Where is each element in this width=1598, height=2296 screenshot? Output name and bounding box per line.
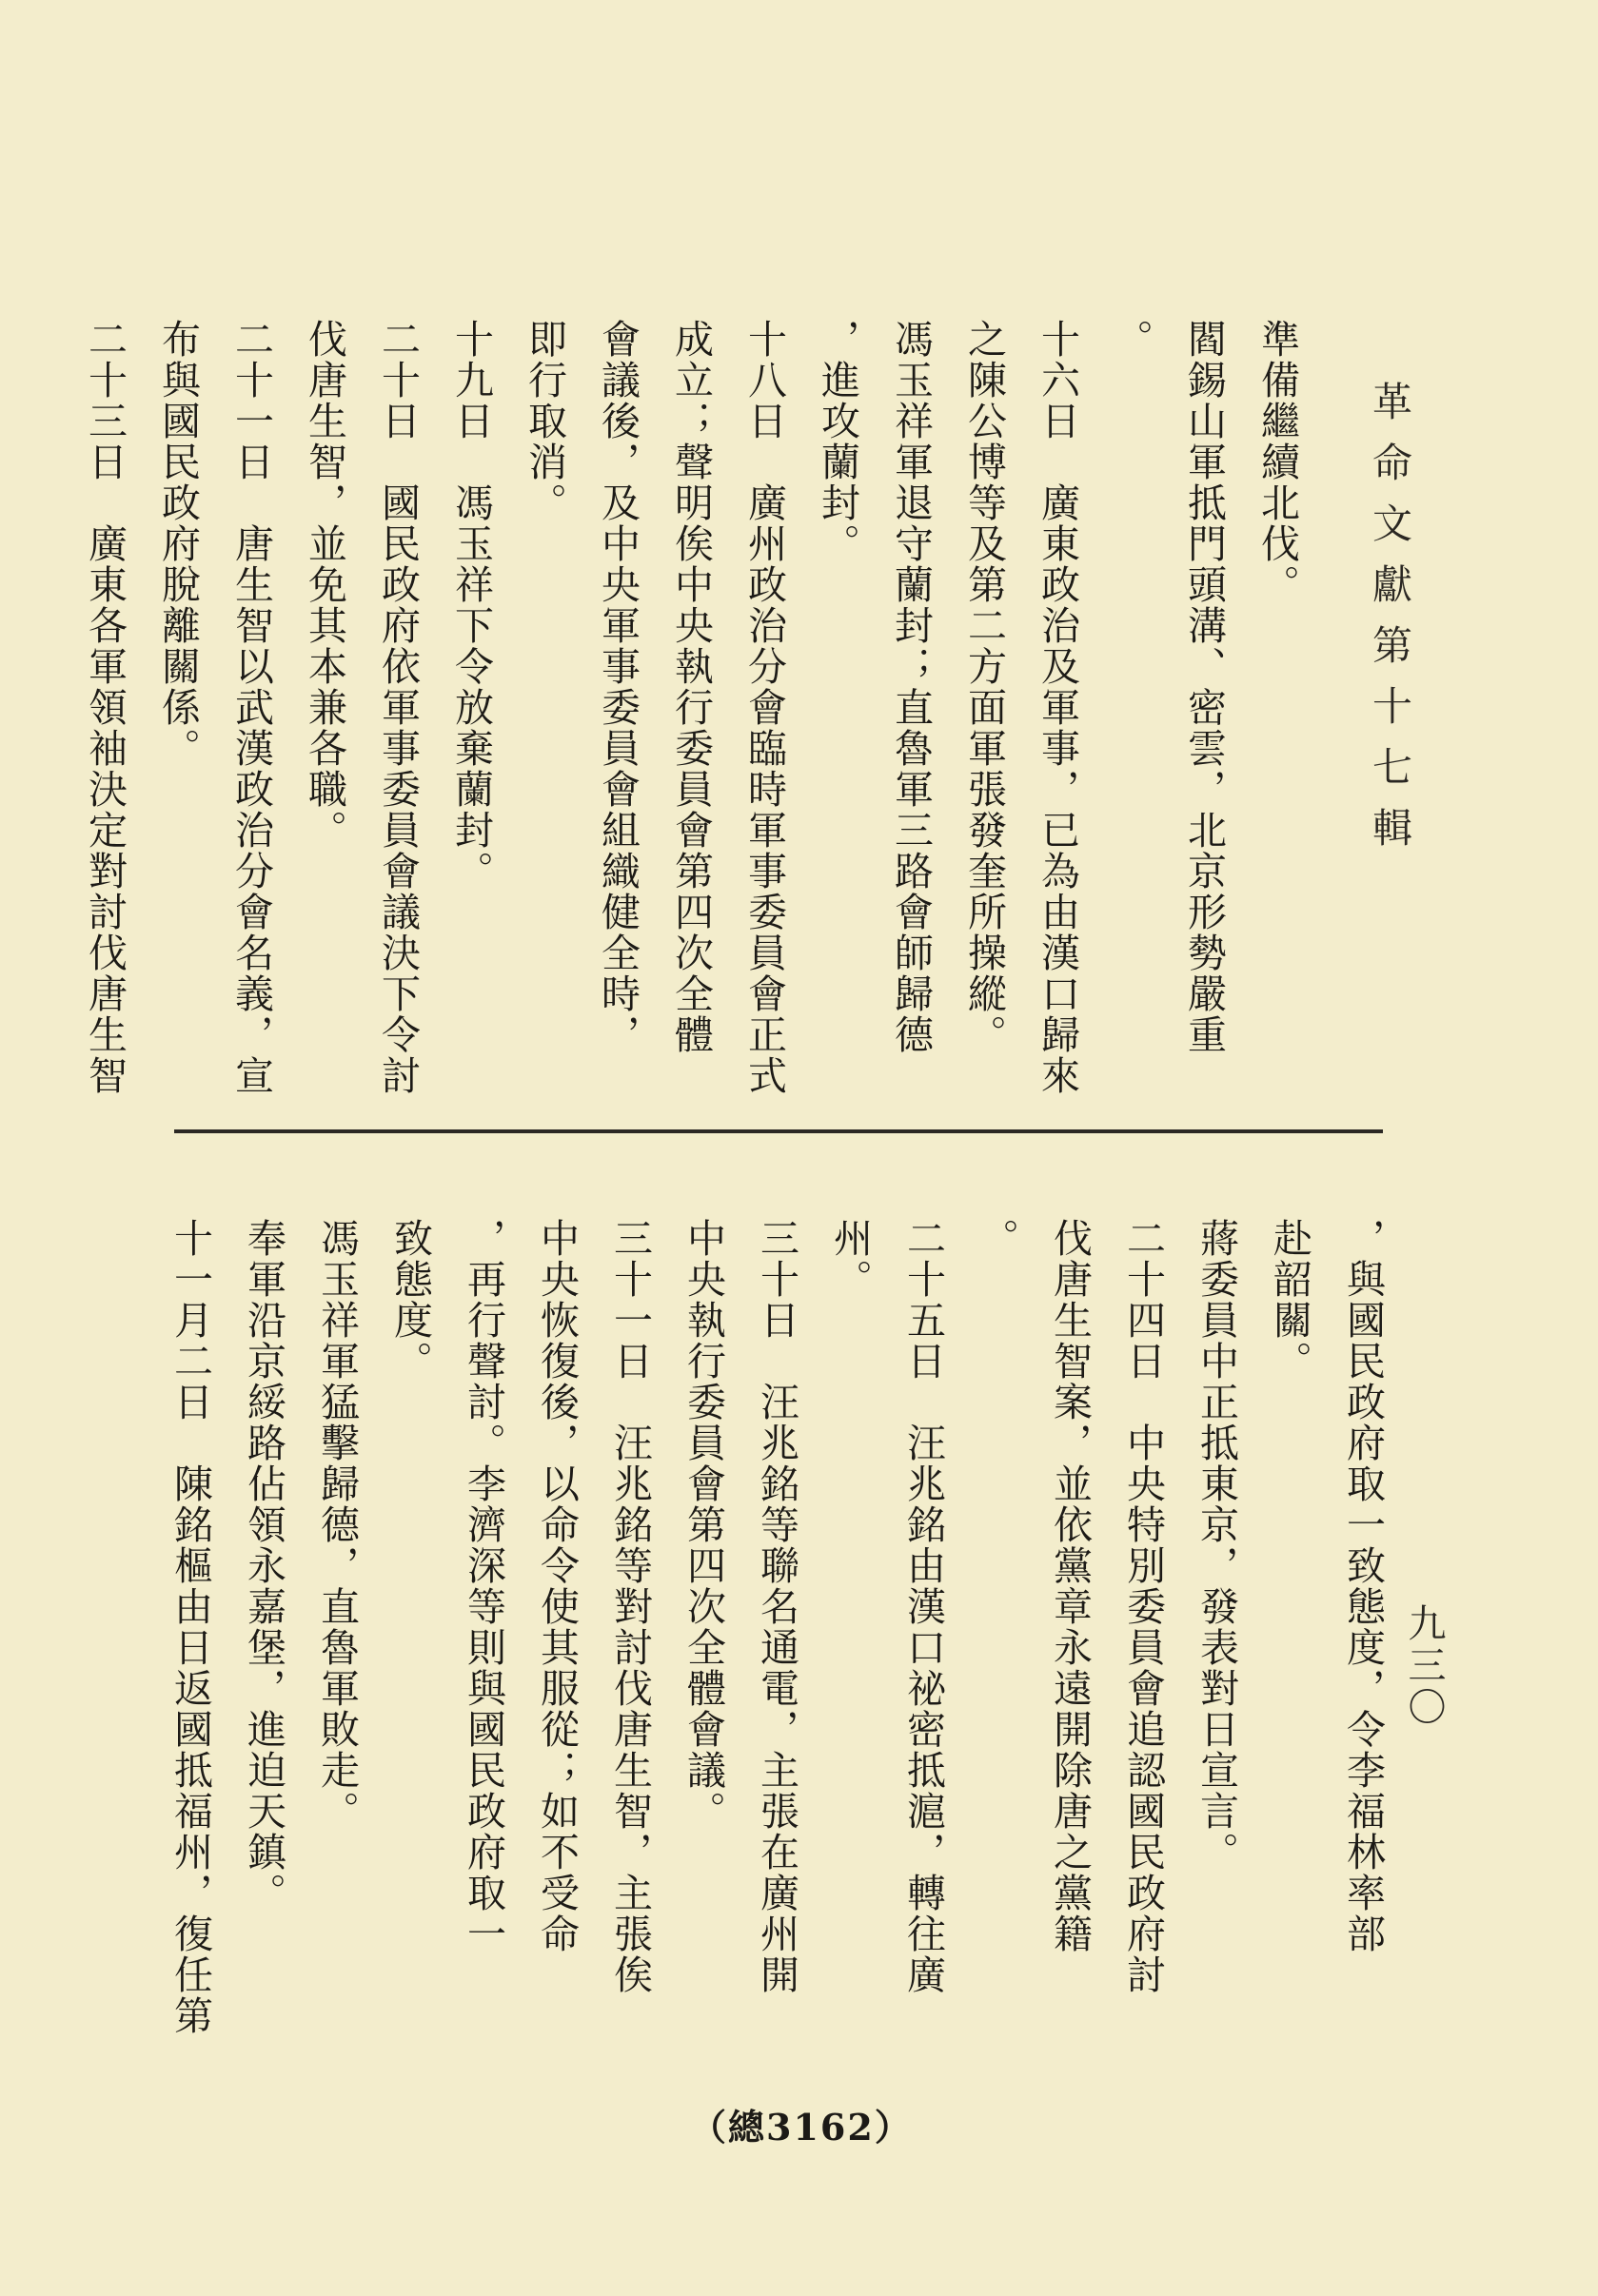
text-line: 十九日 馮玉祥下令放棄蘭封。 bbox=[448, 319, 494, 892]
text-line: 即行取消。 bbox=[522, 319, 567, 523]
text-line: 州。 bbox=[827, 1218, 873, 1300]
text-line: 馮玉祥軍猛擊歸德，直魯軍敗走。 bbox=[314, 1218, 360, 1832]
text-line: 奉軍沿京綏路佔領永嘉堡，進迫天鎮。 bbox=[241, 1218, 286, 1913]
text-line: 二十一日 唐生智以武漢政治分會名義，宣 bbox=[228, 319, 274, 1096]
text-line: 致態度。 bbox=[387, 1218, 433, 1382]
text-line: 二十三日 廣東各軍領袖決定對討伐唐生智 bbox=[82, 319, 128, 1096]
text-line: 赴韶關。 bbox=[1267, 1218, 1312, 1382]
footer-page-total: （總3162） bbox=[690, 2106, 913, 2149]
text-line: 之陳公博等及第二方面軍張發奎所操縱。 bbox=[961, 319, 1007, 1055]
text-line: 十一月二日 陳銘樞由日返國抵福州，復任第 bbox=[168, 1218, 213, 2036]
page-number: 九三〇 bbox=[1402, 1603, 1446, 1729]
text-line: 二十四日 中央特別委員會追認國民政府討 bbox=[1120, 1218, 1166, 1995]
text-line: ，進攻蘭封。 bbox=[815, 319, 860, 564]
text-line: 二十日 國民政府依軍事委員會議決下令討 bbox=[375, 319, 421, 1096]
text-line: ，與國民政府取一致態度，令李福林率部 bbox=[1340, 1218, 1386, 1954]
text-line: 三十日 汪兆銘等聯名通電，主張在廣州開 bbox=[754, 1218, 799, 1995]
text-line: 會議後，及中央軍事委員會組織健全時， bbox=[595, 319, 641, 1055]
text-line: 閻錫山軍抵門頭溝、密雲，北京形勢嚴重 bbox=[1181, 319, 1227, 1055]
text-line: 。 bbox=[1108, 319, 1154, 360]
text-line: 伐唐生智案，並依黨章永遠開除唐之黨籍 bbox=[1047, 1218, 1093, 1954]
text-line: 二十五日 汪兆銘由漢口祕密抵滬，轉往廣 bbox=[900, 1218, 946, 1995]
text-line: 蔣委員中正抵東京，發表對日宣言。 bbox=[1194, 1218, 1239, 1873]
text-line: 。 bbox=[974, 1218, 1019, 1259]
text-line: 馮玉祥軍退守蘭封；直魯軍三路會師歸德 bbox=[888, 319, 934, 1055]
text-line: 中央恢復後，以命令使其服從；如不受命 bbox=[534, 1218, 580, 1954]
text-line: 十八日 廣州政治分會臨時軍事委員會正式 bbox=[741, 319, 787, 1096]
bottom-text-block bbox=[162, 1218, 1399, 2093]
text-line: 十六日 廣東政治及軍事，已為由漢口歸來 bbox=[1035, 319, 1080, 1096]
text-line: 三十一日 汪兆銘等對討伐唐生智，主張俟 bbox=[607, 1218, 653, 1995]
text-line: 中央執行委員會第四次全體會議。 bbox=[681, 1218, 726, 1832]
text-line: 成立；聲明俟中央執行委員會第四次全體 bbox=[668, 319, 714, 1055]
text-line: 準備繼續北伐。 bbox=[1254, 319, 1300, 605]
text-line: ，再行聲討。李濟深等則與國民政府取一 bbox=[461, 1218, 506, 1954]
text-line: 布與國民政府脫離關係。 bbox=[155, 319, 201, 769]
section-divider bbox=[174, 1129, 1383, 1133]
top-text-block bbox=[82, 319, 1313, 1099]
running-head: 革命文獻第十七輯 bbox=[1367, 381, 1413, 868]
text-line: 伐唐生智，並免其本兼各職。 bbox=[302, 319, 347, 851]
